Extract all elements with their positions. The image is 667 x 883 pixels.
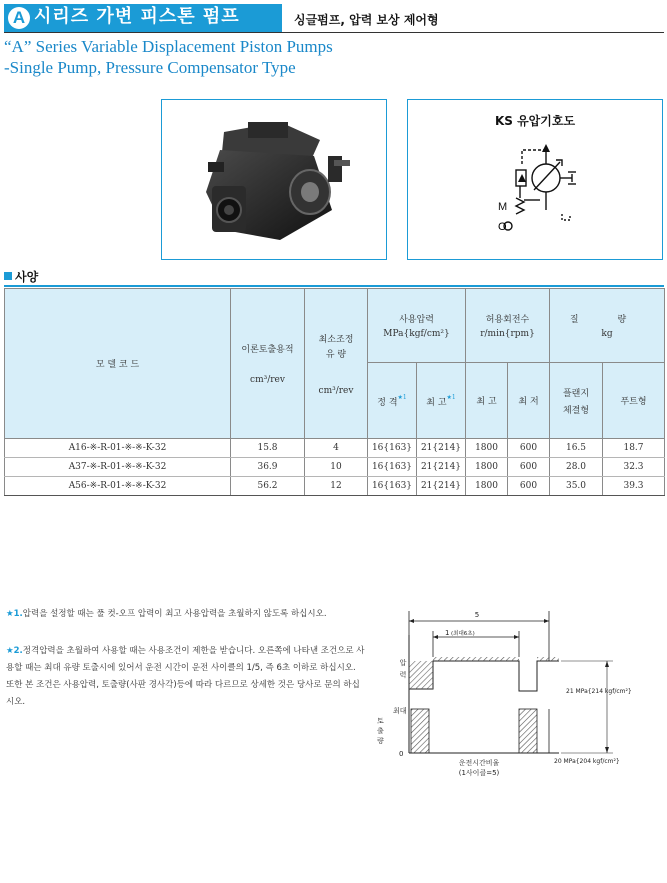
table-row: A37-※-R-01-※-※-K-32 36.9 10 16{163} 21{214} 1800 600 28.0 32.3 bbox=[5, 458, 665, 477]
spec-divider bbox=[4, 285, 664, 287]
label-max-time: (최대6초) bbox=[451, 631, 475, 637]
operating-cycle-diagram bbox=[369, 605, 659, 795]
label-5: 5 bbox=[474, 611, 480, 619]
col-weight-foot: 푸트형 bbox=[603, 363, 665, 439]
label-pressure: 압 력 bbox=[399, 659, 407, 679]
label-1: 1 bbox=[445, 629, 450, 637]
col-pressure: 사용압력 MPa{kgf/cm²} bbox=[368, 289, 466, 363]
label-ratio-line2: (1사이클=5) bbox=[458, 769, 500, 777]
symbol-label-o: O bbox=[498, 221, 507, 233]
ks-symbol-box bbox=[407, 99, 663, 260]
pump-illustration-icon bbox=[162, 100, 386, 259]
col-pressure-max: 최 고$^{★1}$ bbox=[417, 363, 466, 439]
label-ratio-line1: 운전시간비율 bbox=[458, 759, 500, 767]
spec-heading bbox=[4, 268, 38, 285]
col-model-code: 모 델 코 드 bbox=[5, 289, 231, 439]
col-displacement: 이론토출용적 cm³/rev bbox=[231, 289, 305, 439]
label-21mpa: 21 MPa{214 kgf/cm²} bbox=[566, 688, 632, 695]
spec-heading-text: 사양 bbox=[15, 270, 39, 284]
label-flow: 토 출 량 bbox=[377, 717, 384, 745]
col-pressure-rated: 정 격$^{★1}$ bbox=[368, 363, 417, 439]
col-weight-flange: 플랜지 체결형 bbox=[550, 363, 603, 439]
page-title: 시리즈 가변 피스톤 펌프 bbox=[34, 6, 240, 27]
col-speed: 허용회전수 r/min{rpm} bbox=[466, 289, 550, 363]
note-1: ★1.압력을 설정할 때는 풀 컷-오프 압력이 최고 사용압력을 초월하지 않도록 하십시오. bbox=[6, 609, 327, 619]
hydraulic-symbol-icon bbox=[468, 140, 608, 250]
spec-table bbox=[4, 288, 665, 496]
col-weight: 질 량 kg bbox=[550, 289, 665, 363]
table-row: A56-※-R-01-※-※-K-32 56.2 12 16{163} 21{214} 1800 600 35.0 39.3 bbox=[5, 477, 665, 496]
label-20mpa: 20 MPa{204 kgf/cm²} bbox=[554, 758, 620, 765]
symbol-label-m: M bbox=[498, 201, 508, 213]
col-min-flow: 최소조정 유 량 cm³/rev bbox=[305, 289, 368, 439]
pump-photo bbox=[161, 99, 387, 260]
series-logo-icon: A bbox=[8, 7, 30, 29]
english-title-line1: “A” Series Variable Displacement Piston Pumps bbox=[4, 37, 333, 56]
heading-square-icon bbox=[4, 272, 12, 280]
english-title-line2: -Single Pump, Pressure Compensator Type bbox=[4, 58, 296, 77]
ks-symbol-title: KS 유압기호도 bbox=[494, 114, 576, 128]
label-max: 최대 bbox=[393, 707, 407, 715]
header-divider bbox=[4, 32, 664, 33]
note-2: ★2.정격압력을 초월하여 사용할 때는 사용조건이 제한을 받습니다. 오른쪽에 나타낸 조건으로 사용할 때는 최대 유량 토출시에 있어서 운전 시간이 운전 사이클의 1/5, 즉 6초 이하로 하십시오. 또한 본 조건은 사용압력, 토출량(사판 경사각)등에 따라 다르므로 상세한 것은 당사로 문의 하십시오. bbox=[6, 646, 365, 707]
label-zero: 0 bbox=[399, 750, 404, 758]
col-speed-min: 최 저 bbox=[508, 363, 550, 439]
page-subtitle: 싱글펌프, 압력 보상 제어형 bbox=[294, 13, 439, 27]
col-speed-max: 최 고 bbox=[466, 363, 508, 439]
table-row: A16-※-R-01-※-※-K-32 15.8 4 16{163} 21{214} 1800 600 16.5 18.7 bbox=[5, 439, 665, 458]
